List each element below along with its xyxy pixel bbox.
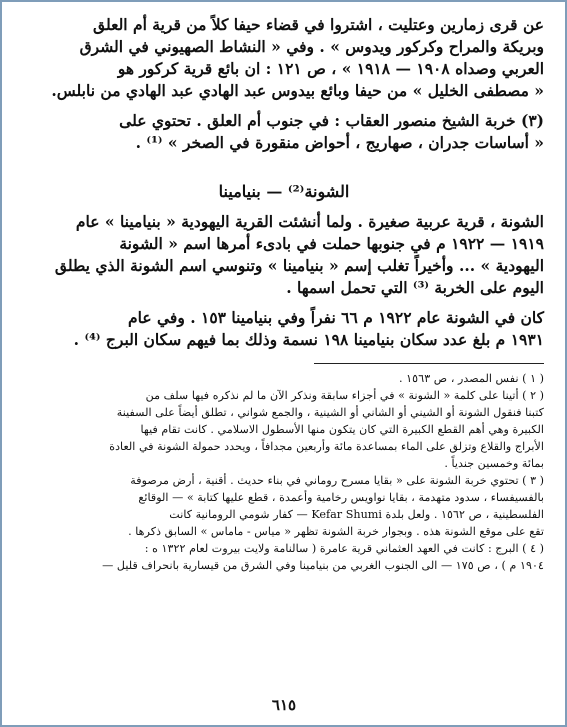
text-line: اليوم على الخربة ⁽³⁾ التي تحمل اسمها .: [286, 278, 544, 297]
text-line: عن قرى زمارين وعتليت ، اشتروا في قضاء حيفا كلاً من قرية أم العلق: [93, 15, 544, 34]
footnote-line: ١٩٠٤ م ) ، ص ١٧٥ — الى الجنوب الغربي من بنيامينا وفي الشرق من قيسارية بانحراف قليل —: [102, 559, 544, 572]
section-khirbet-sheikh-mansour: [24, 110, 544, 154]
footnote-line: ( ٣ ) تحتوي خربة الشونة على « بقايا مسرح روماني في بناء حديث . أقنية ، أرض مرصوفة: [130, 474, 544, 487]
footnote-line: الفلسطينية ، ص ١٥٦٢ . ولعل بلدة Kefar Shumi — كفار شومي الرومانية كانت: [169, 508, 544, 521]
text-line: (٣) خربة الشيخ منصور العقاب : في جنوب أم العلق . تحتوي على: [119, 111, 544, 130]
footnote-line: تقع على موقع الشونة هذه . وبجوار خربة الشونة تظهر « مياس - ماماس » السابق ذكرها .: [128, 525, 544, 538]
footnote-line: بمائة وخمسين جندياً .: [444, 457, 544, 470]
paragraph-shuna-history: [24, 211, 544, 299]
footnote-line: ( ٤ ) البرج : كانت في العهد العثماني قرية عامرة ( سالنامة ولايت بيروت لعام ١٣٢٢ ه :: [144, 542, 544, 555]
footnote-line: الكبيرة وهي أهم القطع الكبيرة التي كان يتكون منها الأسطول الاسلامي . كانت تقام فيها: [140, 423, 544, 436]
section-heading: الشونة⁽²⁾ — بنيامينا: [218, 182, 350, 201]
page-number: ٦١٥: [271, 696, 297, 714]
footnote-divider: [314, 363, 544, 364]
text-line: « مصطفى الخليل » من حيفا وبائع بيدوس عبد الهادي عبد الهادي من نابلس.: [51, 81, 544, 100]
text-line: اليهودية » ... وأخيراً تغلب إسم « بنيامينا » وتنوسي اسم الشونة الذي يطلق: [54, 256, 544, 275]
text-line: « أساسات جدران ، صهاريج ، أحواض منقورة في الصخر » ⁽¹⁾ .: [135, 133, 544, 152]
text-line: العربي وصداه ١٩٠٨ — ١٩١٨ » ، ص ١٢١ : ان بائع قرية كركور هو: [117, 59, 544, 78]
book-page: [24, 14, 544, 714]
text-line: الشونة ، قرية عربية صغيرة . ولما أنشئت القرية اليهودية « بنيامينا » عام: [75, 212, 544, 231]
intro-paragraph: [24, 14, 544, 102]
text-line: كان في الشونة عام ١٩٢٢ م ٦٦ نفراً وفي بنيامينا ١٥٣ . وفي عام: [128, 308, 544, 327]
paragraph-population: [24, 307, 544, 351]
footnote-line: الأبراج والقلاع وتزلق على الماء بمساعدة مائة وأربعين مجدافاً ، ويحدد حمولة الشونة في العادة: [109, 440, 544, 453]
text-line: ١٩١٩ — ١٩٢٢ م في جنوبها حملت في بادىء أمرها اسم « الشونة: [119, 234, 544, 253]
footnotes: [24, 370, 544, 574]
footnote-line: ( ٢ ) أتينا على كلمة « الشونة » في أجزاء سابقة ونذكر الآن ما لم نذكره فيها سلف من: [145, 389, 544, 402]
text-line: ١٩٣١ م بلغ عدد سكان بنيامينا ١٩٨ نسمة وذلك بما فيهم سكان البرج ⁽⁴⁾ .: [73, 330, 544, 349]
text-line: وبريكة والمراح وكركور ويدوس » . وفي « النشاط الصهيوني في الشرق: [79, 37, 544, 56]
footnote-line: كتبنا فنقول الشونة أو الشيني أو الشاني أو الشينية ، والجمع شواني ، تطلق أيضاً على السفينة: [116, 406, 544, 419]
footnote-line: بالفسيفساء ، سدود متهدمة ، بقايا نواويس رخامية وأعمدة ، قطع عليها كتابة » — الوقائع: [138, 491, 544, 504]
footnote-line: ( ١ ) نفس المصدر ، ص ١٥٦٣ .: [399, 372, 544, 385]
